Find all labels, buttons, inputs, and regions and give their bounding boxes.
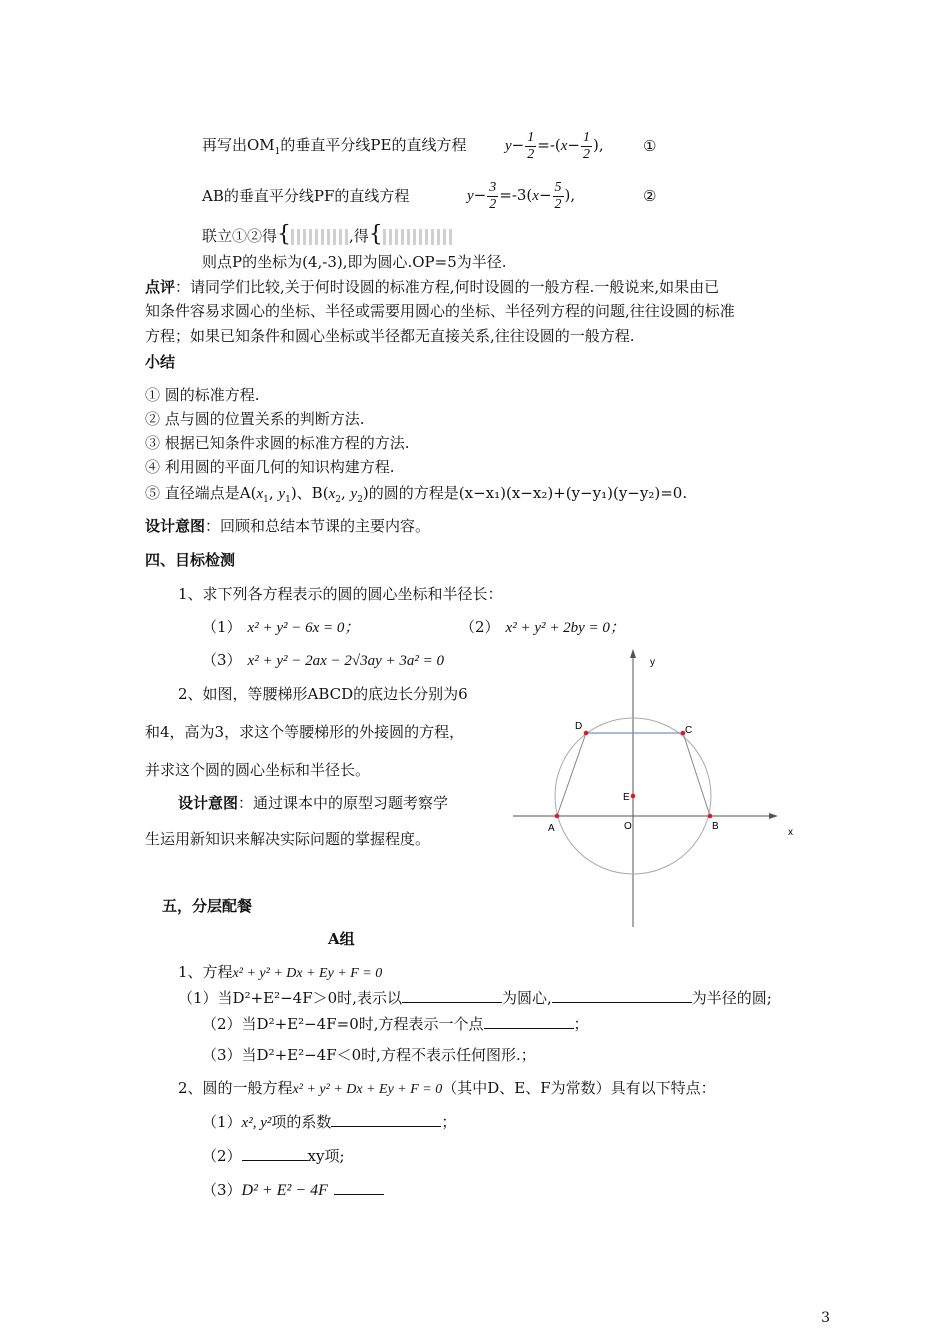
answer-blank[interactable] (552, 988, 692, 1003)
op: ), (593, 136, 604, 154)
question-2-line-3: 并求这个圆的圆心坐标和半径长。 (145, 761, 371, 779)
proof-line-4: 则点P的坐标为(4,-3),即为圆心.OP=5为半径. (202, 253, 507, 271)
summary-item-5 (145, 483, 687, 510)
answer-blank[interactable] (402, 988, 502, 1003)
var: x (532, 188, 539, 204)
text: , (268, 484, 279, 502)
op: − (567, 136, 580, 154)
text: ⑤ 直径端点是A( (145, 484, 257, 502)
answer-blank[interactable] (242, 1146, 308, 1161)
equation: D² + E² − 4F (241, 1182, 328, 1199)
proof-line-1 (202, 135, 466, 162)
text: 联立①②得 (202, 227, 278, 245)
trapezoid-figure (505, 645, 805, 935)
op: =-( (537, 136, 561, 154)
label-o: O (624, 821, 632, 832)
label: （3） (202, 651, 242, 669)
blurred-solution (383, 229, 453, 245)
denominator: 2 (583, 146, 590, 162)
summary-item: ② 点与圆的位置关系的判断方法. (145, 410, 365, 428)
summary-title: 小结 (145, 353, 176, 371)
label-x: x (788, 827, 793, 838)
text: ； (441, 1113, 457, 1131)
s5-q2-part-3 (202, 1180, 384, 1201)
answer-blank[interactable] (331, 1112, 441, 1127)
subscript: 1 (274, 147, 281, 157)
x-axis-arrow (769, 813, 778, 819)
point-d (584, 731, 589, 736)
text: 2、圆的一般方程 (178, 1079, 293, 1097)
sub: 1 (263, 495, 269, 505)
numerator: 5 (554, 179, 562, 195)
text: （2）当D²+E²−4F=0时,方程表示一个点 (202, 1015, 484, 1033)
q1-part-1 (202, 617, 359, 638)
label-d: D (575, 721, 583, 732)
numerator: 1 (583, 129, 590, 145)
op: − (511, 136, 525, 154)
text: （其中D、E、F为常数）具有以下特点： (442, 1079, 716, 1097)
point-e (631, 794, 636, 799)
var: x (328, 486, 336, 502)
text: 1、方程 (178, 963, 233, 981)
text: 再写出OM (202, 136, 275, 154)
fraction (525, 130, 536, 163)
label: （3） (202, 1181, 242, 1199)
q1-part-2 (460, 617, 625, 638)
proof-line-3 (202, 222, 453, 247)
text: ：回顾和总结本节课的主要内容。 (205, 517, 431, 535)
question-2-line-2: 和4，高为3，求这个等腰梯形的外接圆的方程， (145, 723, 465, 741)
brace: { (277, 222, 292, 247)
answer-blank[interactable] (334, 1180, 384, 1195)
op: =-3( (499, 186, 533, 204)
op: − (538, 186, 552, 204)
label-e: E (623, 792, 630, 803)
text: )的圆的方程是(x−x₁)(x−x₂)+(y−y₁)(y−y₂)=0. (362, 484, 688, 502)
proof-line-2: AB的垂直平分线PF的直线方程 (202, 187, 410, 205)
label-y: y (650, 657, 655, 668)
label-c: C (685, 725, 693, 736)
brace: { (368, 222, 383, 247)
equation-2 (467, 176, 575, 215)
summary-item: ④ 利用圆的平面几何的知识构建方程. (145, 458, 395, 476)
text: xy项; (307, 1147, 345, 1165)
s5-question-2 (178, 1078, 716, 1100)
page-number: 3 (821, 1310, 830, 1326)
s5-q2-part-1 (202, 1112, 456, 1133)
denominator: 2 (554, 196, 562, 212)
summary-item: ③ 根据已知条件求圆的标准方程的方法. (145, 434, 410, 452)
op: − (473, 186, 487, 204)
point-b (708, 814, 713, 819)
label: （2） (460, 618, 500, 636)
fraction (553, 180, 564, 213)
intent-2-line-1 (178, 793, 448, 813)
equation: x², y² (241, 1115, 272, 1131)
denominator: 2 (489, 196, 497, 212)
text: 为半径的圆; (691, 989, 772, 1007)
numerator: 1 (527, 129, 535, 145)
var: y (467, 188, 474, 204)
denominator: 2 (527, 146, 535, 162)
text: )、B( (290, 484, 329, 502)
group-title: A组 (328, 930, 355, 948)
section-5-title: 五，分层配餐 (162, 897, 253, 915)
equation: x² + y² + Dx + Ey + F = 0 (232, 966, 383, 981)
label-a: A (548, 823, 555, 834)
comment-line-3: 方程；如果已知条件和圆心坐标或半径都无直接关系,往往设圆的一般方程. (145, 327, 635, 345)
text: ； (573, 1015, 589, 1033)
var: y (350, 486, 358, 502)
text: ：请同学们比较,关于何时设圆的标准方程,何时设圆的一般方程.一般说来,如果由已 (175, 278, 720, 296)
fraction (487, 180, 498, 213)
s5-q1-part-2 (202, 1014, 589, 1034)
label-b: B (712, 821, 719, 832)
fraction (581, 130, 592, 163)
equation: x² + y² + 2by = 0； (505, 620, 625, 636)
intent-label: 设计意图 (178, 794, 239, 812)
op: ), (564, 186, 576, 204)
comment-label: 点评 (145, 278, 176, 296)
comment-line-2: 知条件容易求圆心的坐标、半径或需要用圆心的坐标、半径列方程的问题,往往设圆的标准 (145, 302, 735, 320)
var: x (256, 486, 264, 502)
intent-2-line-2: 生运用新知识来解决实际问题的掌握程度。 (145, 830, 431, 848)
label: （1） (202, 1113, 242, 1131)
equation: x² + y² − 2ax − 2√3ay + 3a² = 0 (247, 653, 445, 669)
s5-question-1 (178, 962, 382, 984)
var: y (278, 486, 286, 502)
text: , (340, 484, 351, 502)
question-1: 1、求下列各方程表示的圆的圆心坐标和半径长： (178, 585, 503, 603)
equation-1 (505, 126, 604, 165)
section-4-title: 四、目标检测 (145, 551, 236, 569)
sub: 2 (357, 495, 363, 505)
text: 为圆心, (501, 989, 552, 1007)
text: 项的系数 (271, 1113, 332, 1131)
question-2-line-1: 2、如图，等腰梯形ABCD的底边长分别为6 (178, 685, 468, 703)
sub: 1 (285, 495, 291, 505)
label: （2） (202, 1147, 242, 1165)
intent-1 (145, 516, 430, 536)
text: ：通过课本中的原型习题考察学 (238, 794, 449, 812)
y-axis-arrow (630, 649, 636, 658)
q1-part-3 (202, 650, 444, 671)
equation-marker-1: ① (643, 137, 657, 155)
s5-q2-part-2 (202, 1146, 345, 1166)
intent-label: 设计意图 (145, 517, 206, 535)
text: （1）当D²+E²−4F＞0时,表示以 (178, 989, 402, 1007)
summary-item: ① 圆的标准方程. (145, 386, 260, 404)
var: y (505, 138, 512, 154)
equation: x² + y² + Dx + Ey + F = 0 (292, 1082, 443, 1097)
var: x (560, 138, 568, 154)
equation: x² + y² − 6x = 0； (247, 620, 360, 636)
answer-blank[interactable] (484, 1014, 574, 1029)
text: ,得 (349, 227, 369, 245)
equation-marker-2: ② (643, 187, 657, 205)
blurred-system (291, 229, 349, 245)
point-a (555, 814, 560, 819)
numerator: 3 (489, 179, 497, 195)
s5-q1-part-3: （3）当D²+E²−4F＜0时,方程不表示任何图形.； (202, 1046, 536, 1064)
text: 的垂直平分线PE的直线方程 (280, 136, 467, 154)
sub: 2 (335, 495, 341, 505)
comment-line-1 (145, 277, 719, 297)
s5-q1-part-1 (178, 988, 772, 1008)
label: （1） (202, 618, 242, 636)
